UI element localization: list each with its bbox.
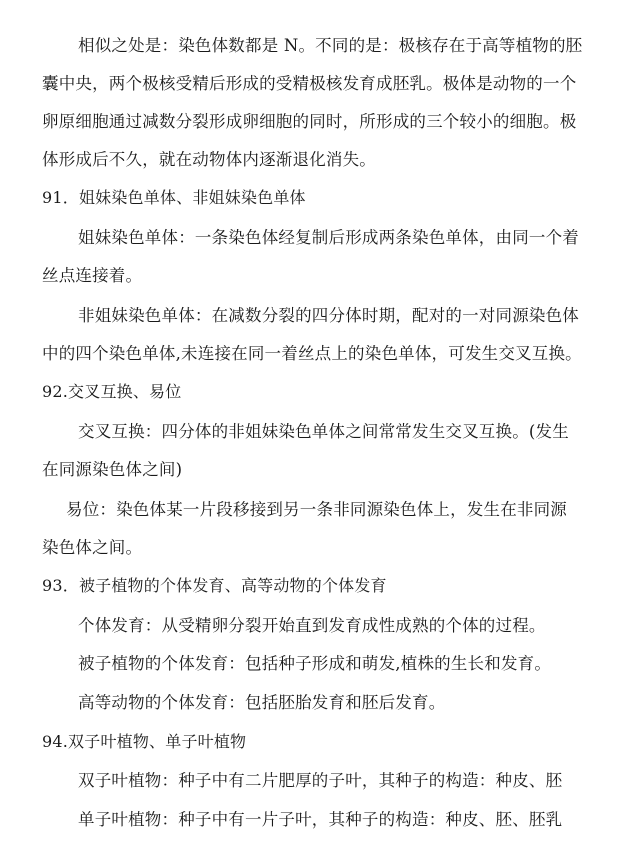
paragraph-line: 非姐妹染色单体：在减数分裂的四分体时期，配对的一对同源染色体	[78, 306, 579, 325]
paragraph-line: 易位：染色体某一片段移接到另一条非同源染色体上，发生在非同源	[66, 500, 567, 519]
paragraph-line: 姐妹染色单体：一条染色体经复制后形成两条染色单体，由同一个着	[78, 228, 579, 247]
paragraph-line: 在同源染色体之间)	[42, 460, 183, 479]
paragraph-line: 被子植物的个体发育：包括种子形成和萌发,植株的生长和发育。	[78, 654, 552, 673]
paragraph-line: 染色体之间。	[42, 538, 143, 557]
paragraph-line: 交叉互换：四分体的非姐妹染色单体之间常常发生交叉互换。(发生	[78, 422, 569, 441]
paragraph-line: 相似之处是：染色体数都是 N。不同的是：极核存在于高等植物的胚	[78, 36, 583, 55]
paragraph-line: 体形成后不久，就在动物体内逐渐退化消失。	[42, 150, 376, 169]
paragraph-line: 囊中央，两个极核受精后形成的受精极核发育成胚乳。极体是动物的一个	[42, 74, 577, 93]
section-heading-91: 91．姐妹染色单体、非姐妹染色单体	[42, 188, 306, 207]
paragraph-line: 中的四个染色单体,未连接在同一着丝点上的染色单体，可发生交叉互换。	[42, 344, 582, 363]
paragraph-line: 卵原细胞通过减数分裂形成卵细胞的同时，所形成的三个较小的细胞。极	[42, 112, 577, 131]
paragraph-line: 双子叶植物：种子中有二片肥厚的子叶，其种子的构造：种皮、胚	[78, 771, 563, 790]
paragraph-line: 高等动物的个体发育：包括胚胎发育和胚后发育。	[78, 693, 446, 712]
section-heading-92: 92.交叉互换、易位	[42, 382, 182, 401]
paragraph-line: 单子叶植物：种子中有一片子叶，其种子的构造：种皮、胚、胚乳	[78, 810, 563, 829]
section-heading-93: 93．被子植物的个体发育、高等动物的个体发育	[42, 576, 387, 595]
paragraph-line: 丝点连接着。	[42, 266, 143, 285]
section-heading-94: 94.双子叶植物、单子叶植物	[42, 732, 247, 751]
paragraph-line: 个体发育：从受精卵分裂开始直到发育成性成熟的个体的过程。	[78, 616, 546, 635]
